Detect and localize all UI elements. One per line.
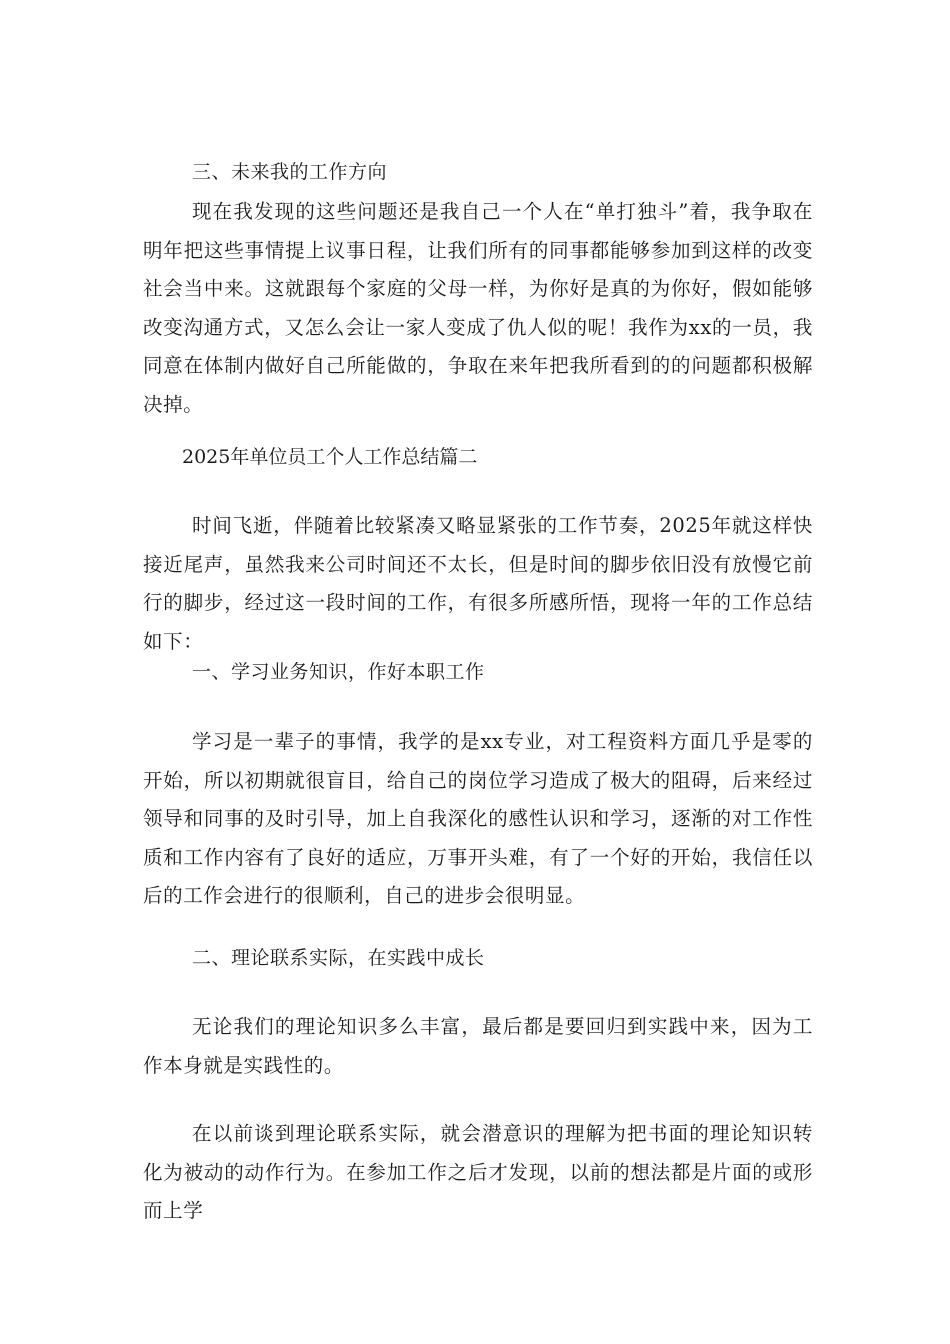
paragraph-practice-2: 在以前谈到理论联系实际，就会潜意识的理解为把书面的理论知识转化为被动的动作行为。在参加工作之后才发现，以前的想法都是片面的或形而上学 [143,1122,813,1222]
section-heading-practice: 二、理论联系实际，在实践中成长 [192,947,485,969]
section-heading-future-direction: 三、未来我的工作方向 [192,161,388,183]
article-subtitle: 2025年单位员工个人工作总结篇二 [182,446,478,468]
paragraph-future-direction: 现在我发现的这些问题还是我自己一个人在“单打独斗”着，我争取在明年把这些事情提上议事日程，让我们所有的同事都能够参加到这样的改变社会当中来。这就跟每个家庭的父母一样，为你好是真的为你好，假如能够改变沟通方式，又怎么会让一家人变成了仇人似的呢！我作为xx的一员，我同意在体制内做好自己所能做的，争取在来年把我所看到的的问题都积极解决掉。 [143,200,813,416]
paragraph-learning: 学习是一辈子的事情，我学的是xx专业，对工程资料方面几乎是零的开始，所以初期就很盲目，给自己的岗位学习造成了极大的阻碍，后来经过领导和同事的及时引导，加上自我深化的感性认识和学习，逐渐的对工作性质和工作内容有了良好的适应，万事开头难，有了一个好的开始，我信任以后的工作会进行的很顺利，自己的进步会很明显。 [143,730,813,907]
section-heading-learning: 一、学习业务知识，作好本职工作 [192,661,485,683]
paragraph-intro: 时间飞逝，伴随着比较紧凑又略显紧张的工作节奏，2025年就这样快接近尾声，虽然我来公司时间还不太长，但是时间的脚步依旧没有放慢它前行的脚步，经过这一段时间的工作，有很多所感所悟，现将一年的工作总结如下： [143,514,813,653]
paragraph-practice-1: 无论我们的理论知识多么丰富，最后都是要回归到实践中来，因为工作本身就是实践性的。 [143,1015,813,1077]
